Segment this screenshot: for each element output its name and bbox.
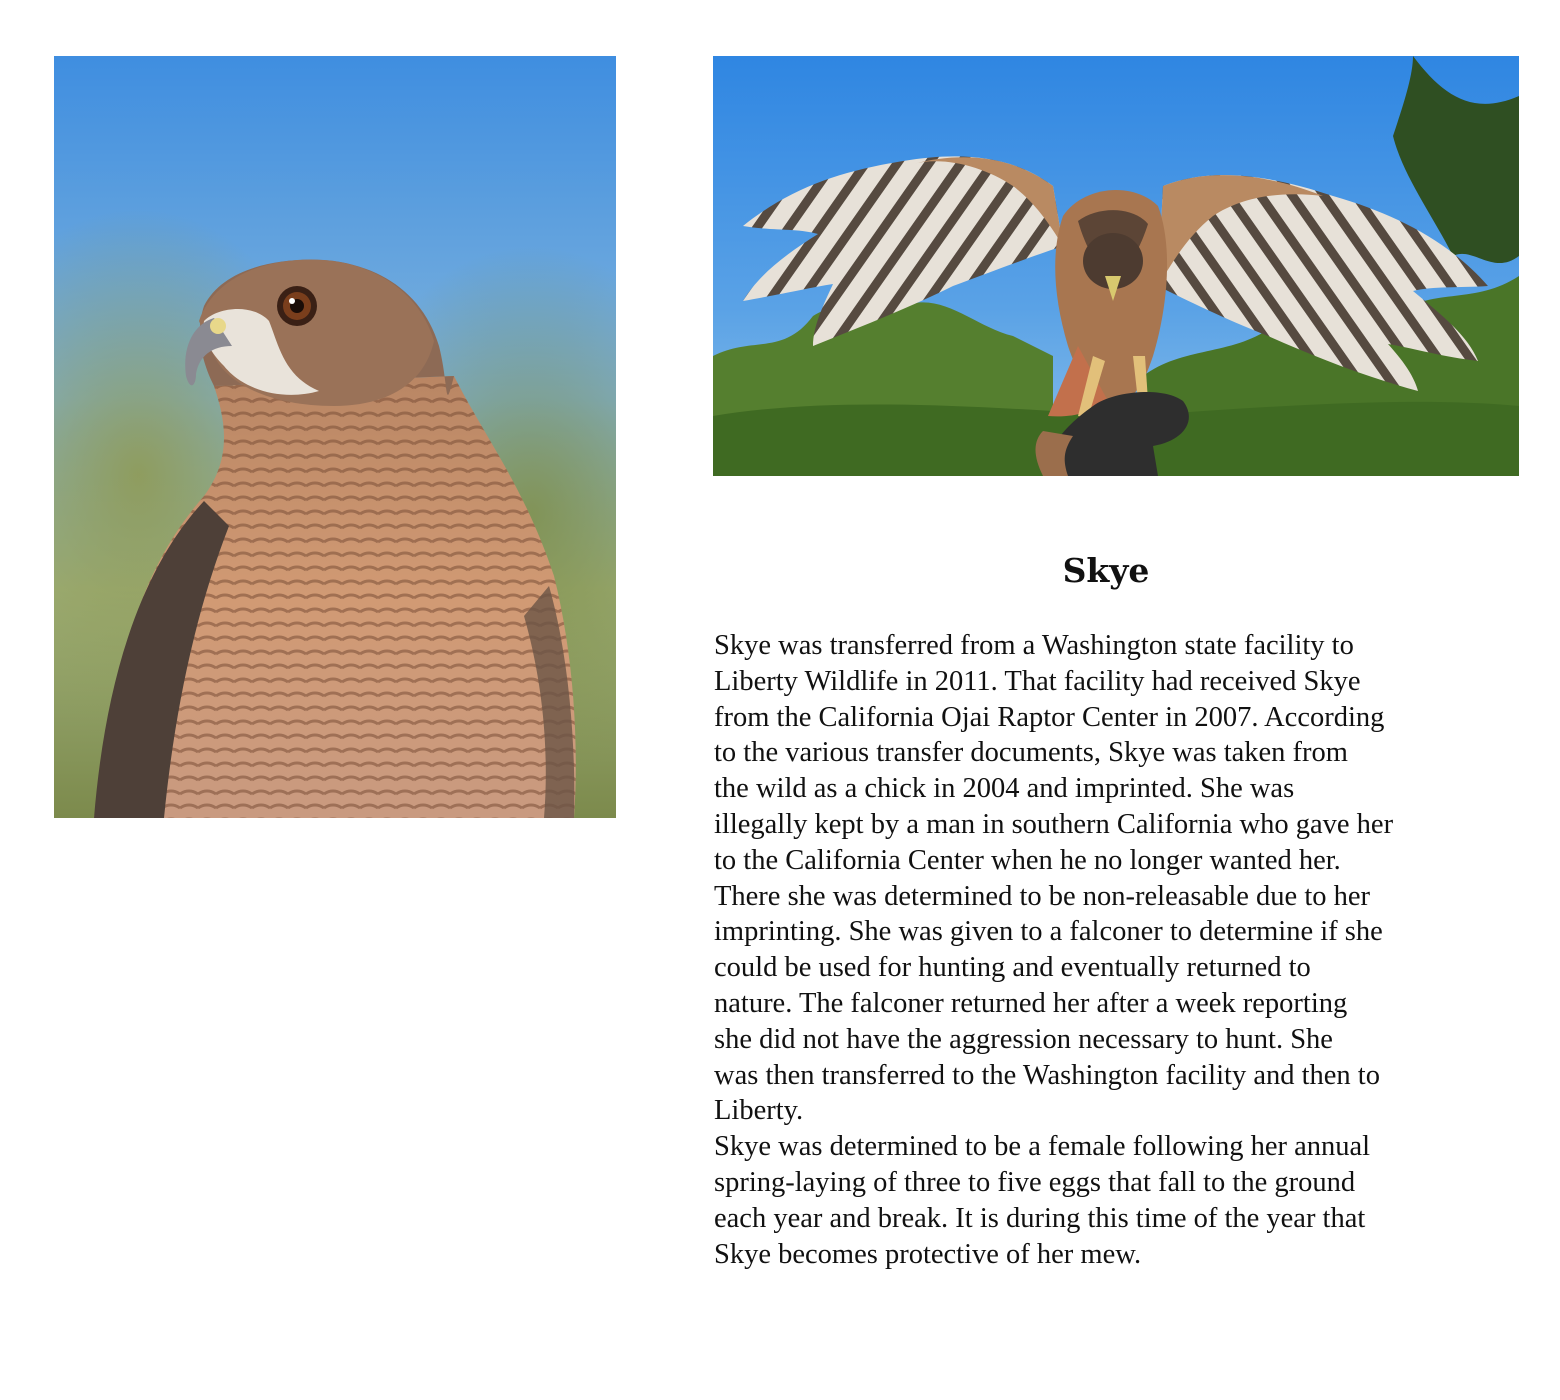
page-title: Skye	[1062, 551, 1150, 590]
bio-paragraph-1: Skye was transferred from a Washington state facility to Liberty Wildlife in 2011. That facility had received Skye from the California Ojai Raptor Center in 2007. According to the various transfer documents, Skye was taken from the wild as a chick in 2004 and imprinted. She was illegally kept by a man in southern California who gave her to the California Center when he no longer wanted her. There she was determined to be non-releasable due to her imprinting. She was given to a falconer to determine if she could be used for hunting and eventually returned to nature. The falconer returned her after a week reporting she did not have the aggression necessary to hunt. She was then transferred to the Washington facility and then to Liberty.	[714, 630, 1394, 1127]
hawk-portrait-photo	[54, 56, 616, 818]
bio-paragraph-2: Skye was determined to be a female following her annual spring-laying of three to five eggs that fall to the ground each year and break. It is during this time of the year that Skye becomes protective of her mew.	[714, 1131, 1371, 1270]
hawk-wings-image	[713, 56, 1519, 476]
hawk-wings-photo	[713, 56, 1519, 476]
bio-text	[714, 628, 1514, 1272]
hawk-portrait-image	[54, 56, 616, 818]
